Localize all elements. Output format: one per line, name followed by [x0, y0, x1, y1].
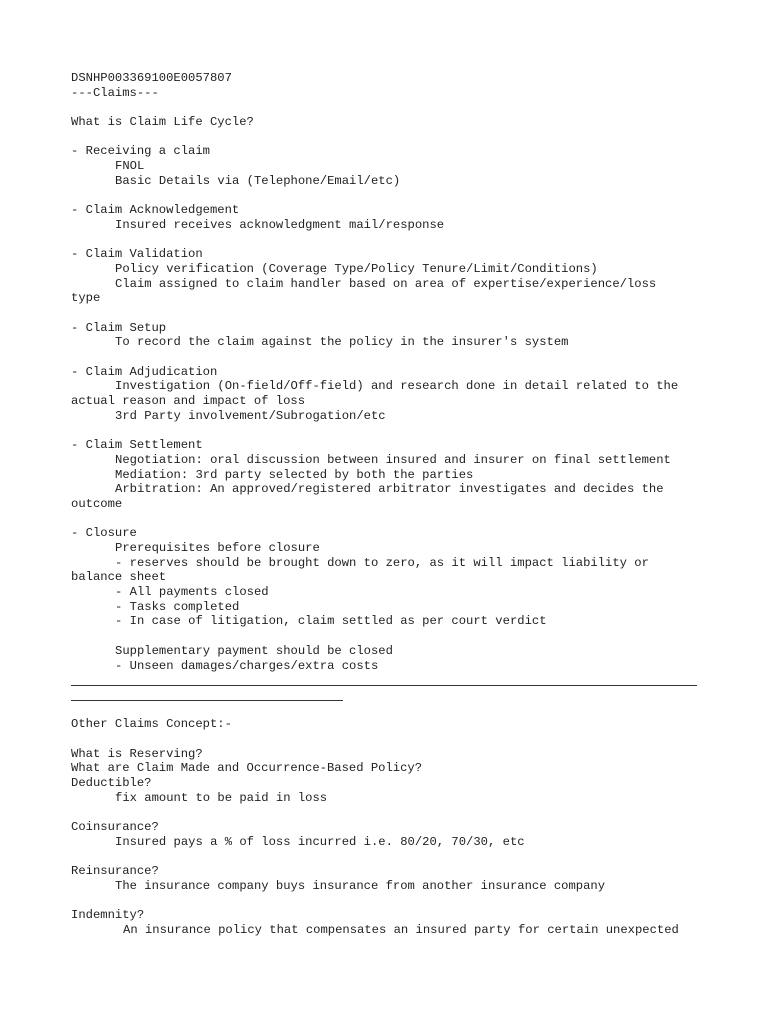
- section-title-acknowledgement: - Claim Acknowledgement: [71, 203, 240, 218]
- section-line-wrap: balance sheet: [71, 570, 167, 585]
- section-line: Policy verification (Coverage Type/Policy Tenure/Limit/Conditions): [115, 261, 598, 276]
- document-id: DSNHP003369100E0057807: [71, 71, 232, 85]
- question-deductible: Deductible?: [71, 776, 152, 790]
- section-line: - Unseen damages/charges/extra costs: [115, 658, 379, 673]
- section-line-wrap: actual reason and impact of loss: [71, 394, 306, 409]
- section-line: Claim assigned to claim handler based on area of expertise/experience/loss: [115, 276, 657, 291]
- section-line: - Tasks completed: [115, 599, 240, 614]
- section-line: To record the claim against the policy in the insurer's system: [115, 335, 569, 350]
- section-line-wrap: outcome: [71, 496, 123, 511]
- section-title-adjudication: - Claim Adjudication: [71, 364, 218, 379]
- section-line: Negotiation: oral discussion between insured and insurer on final settlement: [115, 452, 671, 467]
- section-title-closure: - Closure: [71, 526, 137, 541]
- section-line: Supplementary payment should be closed: [115, 643, 393, 658]
- document-body: [71, 71, 701, 938]
- answer-coinsurance: Insured pays a % of loss incurred i.e. 80/20, 70/30, etc: [115, 834, 525, 849]
- section-line: Insured receives acknowledgment mail/response: [115, 217, 445, 232]
- life-cycle-question: What is Claim Life Cycle?: [71, 115, 254, 130]
- section-line-wrap: type: [71, 291, 101, 306]
- section-line: Investigation (On-field/Off-field) and research done in detail related to the: [115, 379, 679, 394]
- section-line: - All payments closed: [115, 585, 269, 600]
- question-reserving: What is Reserving?: [71, 746, 203, 761]
- section-line: Prerequisites before closure: [115, 541, 320, 555]
- section-line: - In case of litigation, claim settled as per court verdict: [115, 614, 547, 629]
- section-line: Mediation: 3rd party selected by both the parties: [115, 467, 474, 482]
- horizontal-rule: [71, 673, 701, 688]
- other-concepts-heading: Other Claims Concept:-: [71, 717, 232, 732]
- section-line: - reserves should be brought down to zero, as it will impact liability or: [115, 555, 649, 570]
- section-title-setup: - Claim Setup: [71, 320, 167, 335]
- section-line: Arbitration: An approved/registered arbitrator investigates and decides the: [115, 482, 664, 497]
- section-title-validation: - Claim Validation: [71, 247, 203, 262]
- horizontal-rule-continuation: [71, 688, 701, 703]
- section-line: Basic Details via (Telephone/Email/etc): [115, 173, 401, 188]
- answer-indemnity: An insurance policy that compensates an insured party for certain unexpected: [123, 922, 679, 937]
- question-reinsurance: Reinsurance?: [71, 864, 159, 879]
- answer-reinsurance: The insurance company buys insurance from another insurance company: [115, 878, 606, 893]
- question-claim-made: What are Claim Made and Occurrence-Based Policy?: [71, 761, 423, 776]
- section-title-settlement: - Claim Settlement: [71, 438, 203, 453]
- answer-deductible: fix amount to be paid in loss: [115, 790, 328, 805]
- section-line: 3rd Party involvement/Subrogation/etc: [115, 408, 386, 423]
- document-heading: ---Claims---: [71, 85, 159, 100]
- question-coinsurance: Coinsurance?: [71, 820, 159, 835]
- section-line: FNOL: [115, 159, 145, 174]
- section-title-receiving: - Receiving a claim: [71, 144, 210, 159]
- question-indemnity: Indemnity?: [71, 908, 145, 923]
